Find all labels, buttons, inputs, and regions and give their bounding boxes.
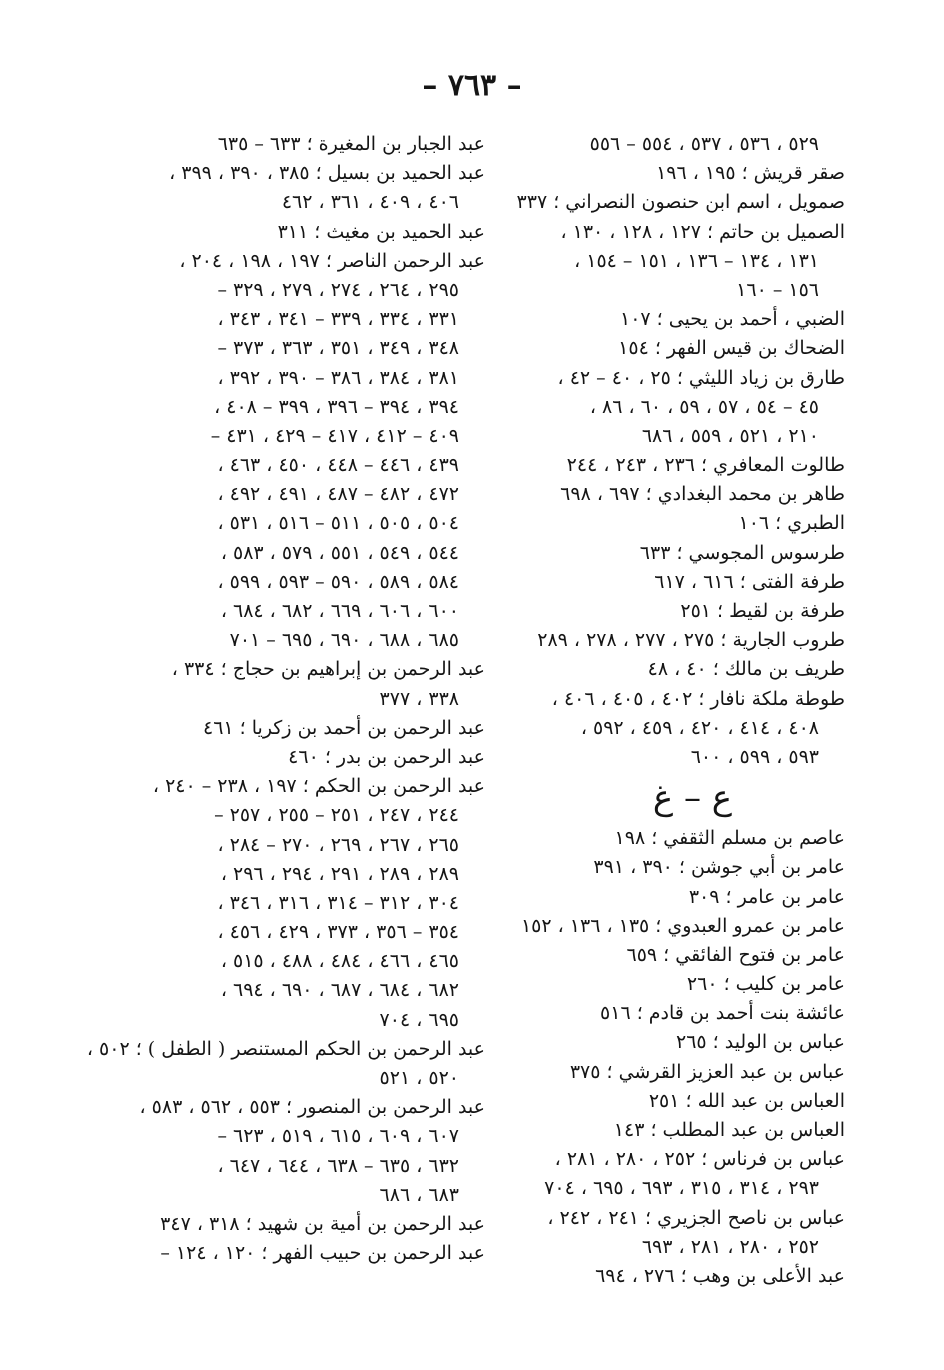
index-entry: عبد الحميد بن مغيث ؛ ٣١١ <box>277 220 485 243</box>
index-entry: عبد الحميد بن بسيل ؛ ٣٨٥ ، ٣٩٠ ، ٣٩٩ ، <box>169 162 485 185</box>
index-entry: عبد الرحمن بن الحكم المستنصر ( الطفل ) ؛ ٥٠٢ ، <box>86 1037 485 1060</box>
index-entry-continuation: ١٥٦ – ١٦٠ <box>736 278 819 301</box>
index-entry-continuation: ٦٩٥ ، ٧٠٤ <box>379 1008 459 1031</box>
index-entry-continuation: ٣٠٤ ، ٣١٢ – ٣١٤ ، ٣١٦ ، ٣٤٦ ، <box>217 891 459 914</box>
index-entry-continuation: ٢١٠ ، ٥٢١ ، ٥٥٩ ، ٦٨٦ <box>641 424 819 447</box>
index-entry: عائشة بنت أحمد بن قادم ؛ ٥١٦ <box>600 1002 845 1025</box>
index-entry-continuation: ٢٥٢ ، ٢٨٠ ، ٢٨١ ، ٦٩٣ <box>641 1235 819 1258</box>
index-entry: طالوت المعافري ؛ ٢٣٦ ، ٢٤٣ ، ٢٤٤ <box>566 454 845 477</box>
index-entry: عبد الأعلى بن وهب ؛ ٢٧٦ ، ٦٩٤ <box>595 1264 845 1287</box>
entries-left <box>86 130 485 1268</box>
index-entry-continuation: ٥٤٤ ، ٥٤٩ ، ٥٥١ ، ٥٧٩ ، ٥٨٣ ، <box>220 541 459 564</box>
index-entry: عبد الرحمن بن حبيب الفهر ؛ ١٢٠ ، ١٢٤ – <box>160 1242 485 1265</box>
index-entry: عبد الرحمن بن أمية بن شهيد ؛ ٣١٨ ، ٣٤٧ <box>160 1212 485 1235</box>
index-entry-continuation: ٤٥ – ٥٤ ، ٥٧ ، ٥٩ ، ٦٠ ، ٨٦ ، <box>589 395 819 418</box>
index-entry-continuation: ٦٨٣ ، ٦٨٦ <box>379 1183 459 1206</box>
index-entry: طوطة ملكة نافار ؛ ٤٠٢ ، ٤٠٥ ، ٤٠٦ ، <box>551 687 845 710</box>
index-entry-continuation: ٥٨٤ ، ٥٨٩ ، ٥٩٠ – ٥٩٣ ، ٥٩٩ ، <box>217 570 459 593</box>
index-entry-continuation: ٤٠٦ ، ٤٠٩ ، ٣٦١ ، ٤٦٢ <box>281 191 459 214</box>
index-column-right <box>500 130 845 1291</box>
index-entry-continuation: ٦٠٠ ، ٦٠٦ ، ٦٦٩ ، ٦٨٢ ، ٦٨٤ ، <box>220 600 459 622</box>
index-entry-continuation: ٢٩٥ ، ٢٦٤ ، ٢٧٤ ، ٢٧٩ ، ٣٢٩ – <box>217 278 459 301</box>
index-entry-continuation: ٥٢٩ ، ٥٣٦ ، ٥٣٧ ، ٥٥٤ – ٥٥٦ <box>589 133 819 155</box>
index-entry: عاصم بن مسلم الثقفي ؛ ١٩٨ <box>614 827 845 850</box>
index-entry: طروب الجارية ؛ ٢٧٥ ، ٢٧٧ ، ٢٧٨ ، ٢٨٩ <box>537 629 845 652</box>
index-entry-continuation: ٢٨٩ ، ٢٨٩ ، ٢٩١ ، ٢٩٤ ، ٢٩٦ ، <box>220 862 459 885</box>
index-column-left <box>86 130 485 1268</box>
entries-before-heading <box>500 130 845 772</box>
index-entry: الصميل بن حاتم ؛ ١٢٧ ، ١٢٨ ، ١٣٠ ، <box>560 220 845 243</box>
index-entry: طرفة الفتى ؛ ٦١٦ ، ٦١٧ <box>654 570 845 593</box>
index-entry: عبد الرحمن بن المنصور ؛ ٥٥٣ ، ٥٦٢ ، ٥٨٣ ، <box>139 1096 485 1119</box>
index-entry-continuation: ٣٨١ ، ٣٨٤ ، ٣٨٦ – ٣٩٠ ، ٣٩٢ ، <box>217 366 459 389</box>
index-entry: العباس بن عبد الله ؛ ٢٥١ <box>648 1089 845 1112</box>
index-entry: عبد الرحمن بن إبراهيم بن حجاج ؛ ٣٣٤ ، <box>171 658 485 681</box>
index-entry-continuation: ٢٤٤ ، ٢٤٧ ، ٢٥١ – ٢٥٥ ، ٢٥٧ – <box>214 804 459 827</box>
index-entry: عباس بن عبد العزيز القرشي ؛ ٣٧٥ <box>569 1060 845 1083</box>
page-number: – ٧٦٣ – <box>422 68 522 103</box>
index-entry-continuation: ٢٩٣ ، ٣١٤ ، ٣١٥ ، ٦٩٣ ، ٦٩٥ ، ٧٠٤ <box>544 1177 819 1200</box>
index-entry: العباس بن عبد المطلب ؛ ١٤٣ <box>613 1119 845 1141</box>
index-entry: صمويل ، اسم ابن حنصون النصراني ؛ ٣٣٧ <box>516 191 845 214</box>
index-entry: الطبري ؛ ١٠٦ <box>738 512 845 535</box>
index-entry: عامر بن فتوح الفائقي ؛ ٦٥٩ <box>626 943 845 966</box>
index-entry-continuation: ٤٧٢ ، ٤٨٢ – ٤٨٧ ، ٤٩١ ، ٤٩٢ ، <box>217 483 459 506</box>
index-entry-continuation: ٣٥٤ – ٣٥٦ ، ٣٧٣ ، ٤٢٩ ، ٤٥٦ ، <box>217 921 459 944</box>
index-entry-continuation: ٦٣٢ ، ٦٣٥ – ٦٣٨ ، ٦٤٤ ، ٦٤٧ ، <box>217 1154 459 1177</box>
index-entry-continuation: ٥٠٤ ، ٥٠٥ ، ٥١١ – ٥١٦ ، ٥٣١ ، <box>217 512 459 535</box>
entries-after-heading <box>500 824 845 1291</box>
index-entry-continuation: ٤٦٥ ، ٤٦٦ ، ٤٨٤ ، ٤٨٨ ، ٥١٥ ، <box>220 950 459 973</box>
index-entry: عبد الرحمن بن أحمد بن زكريا ؛ ٤٦١ <box>203 716 485 739</box>
index-entry-continuation: ٦٨٥ ، ٦٨٨ ، ٦٩٠ ، ٦٩٥ – ٧٠١ <box>229 629 459 652</box>
index-entry-continuation: ٣٤٨ ، ٣٤٩ ، ٣٥١ ، ٣٦٣ ، ٣٧٣ – <box>217 337 459 360</box>
index-entry-continuation: ٢٦٥ ، ٢٦٧ ، ٢٦٩ ، ٢٧٠ – ٢٨٤ ، <box>217 833 459 856</box>
index-entry-continuation: ٤٠٨ ، ٤١٤ ، ٤٢٠ ، ٤٥٩ ، ٥٩٢ ، <box>580 716 819 739</box>
index-entry-continuation: ٣٣١ ، ٣٣٤ ، ٣٣٩ – ٣٤١ ، ٣٤٣ ، <box>217 308 459 331</box>
index-entry-continuation: ٤٠٩ – ٤١٢ ، ٤١٧ – ٤٢٩ ، ٤٣١ – <box>210 424 459 447</box>
index-entry: طرسوس المجوسي ؛ ٦٣٣ <box>639 541 845 564</box>
index-entry: عامر بن عمرو العبدوي ؛ ١٣٥ ، ١٣٦ ، ١٥٢ <box>520 914 845 937</box>
index-entry: طرفة بن لقيط ؛ ٢٥١ <box>680 600 845 622</box>
index-entry: عبد الرحمن الناصر ؛ ١٩٧ ، ١٩٨ ، ٢٠٤ ، <box>179 249 485 272</box>
index-entry: عامر بن أبي جوشن ؛ ٣٩٠ ، ٣٩١ <box>593 856 845 879</box>
index-entry: طارق بن زياد الليثي ؛ ٢٥ ، ٤٠ – ٤٢ ، <box>557 366 845 389</box>
index-entry: طريف بن مالك ؛ ٤٠ ، ٤٨ <box>647 658 845 681</box>
index-entry: صقر قريش ؛ ١٩٥ ، ١٩٦ <box>656 162 845 185</box>
index-entry: عباس بن الوليد ؛ ٢٦٥ <box>675 1031 845 1054</box>
index-entry-continuation: ٥٩٣ ، ٥٩٩ ، ٦٠٠ <box>690 745 819 768</box>
index-entry-continuation: ٦٠٧ ، ٦٠٩ ، ٦١٥ ، ٥١٩ ، ٦٢٣ – <box>217 1125 459 1148</box>
index-entry-continuation: ٣٩٤ ، ٣٩٤ – ٣٩٦ ، ٣٩٩ – ٤٠٨ ، <box>214 395 459 418</box>
index-entry: عبد الرحمن بن بدر ؛ ٤٦٠ <box>288 745 485 768</box>
index-entry: عبد الرحمن بن الحكم ؛ ١٩٧ ، ٢٣٨ – ٢٤٠ ، <box>152 775 485 798</box>
index-entry: عامر بن عامر ؛ ٣٠٩ <box>688 885 845 908</box>
index-entry: عباس بن فرناس ؛ ٢٥٢ ، ٢٨٠ ، ٢٨١ ، <box>554 1148 845 1171</box>
index-entry: عباس بن ناصح الجزيري ؛ ٢٤١ ، ٢٤٢ ، <box>547 1206 845 1229</box>
index-entry: الضبي ، أحمد بن يحيى ؛ ١٠٧ <box>619 308 845 331</box>
index-entry-continuation: ٣٣٨ ، ٣٧٧ <box>379 687 459 710</box>
index-entry: عبد الجبار بن المغيرة ؛ ٦٣٣ – ٦٣٥ <box>217 133 485 155</box>
letter-heading: ع – غ <box>652 778 733 819</box>
index-entry-continuation: ٥٢٠ ، ٥٢١ <box>379 1067 459 1089</box>
index-entry: الضحاك بن قيس الفهر ؛ ١٥٤ <box>618 337 845 360</box>
index-entry-continuation: ٦٨٢ ، ٦٨٤ ، ٦٨٧ ، ٦٩٠ ، ٦٩٤ ، <box>220 979 459 1002</box>
index-entry: عامر بن كليب ؛ ٢٦٠ <box>686 973 845 996</box>
index-entry-continuation: ٤٣٩ ، ٤٤٦ – ٤٤٨ ، ٤٥٠ ، ٤٦٣ ، <box>217 454 459 477</box>
index-entry: طاهر بن محمد البغدادي ؛ ٦٩٧ ، ٦٩٨ <box>560 483 845 506</box>
index-entry-continuation: ١٣١ ، ١٣٤ – ١٣٦ ، ١٥١ – ١٥٤ ، <box>574 249 819 272</box>
